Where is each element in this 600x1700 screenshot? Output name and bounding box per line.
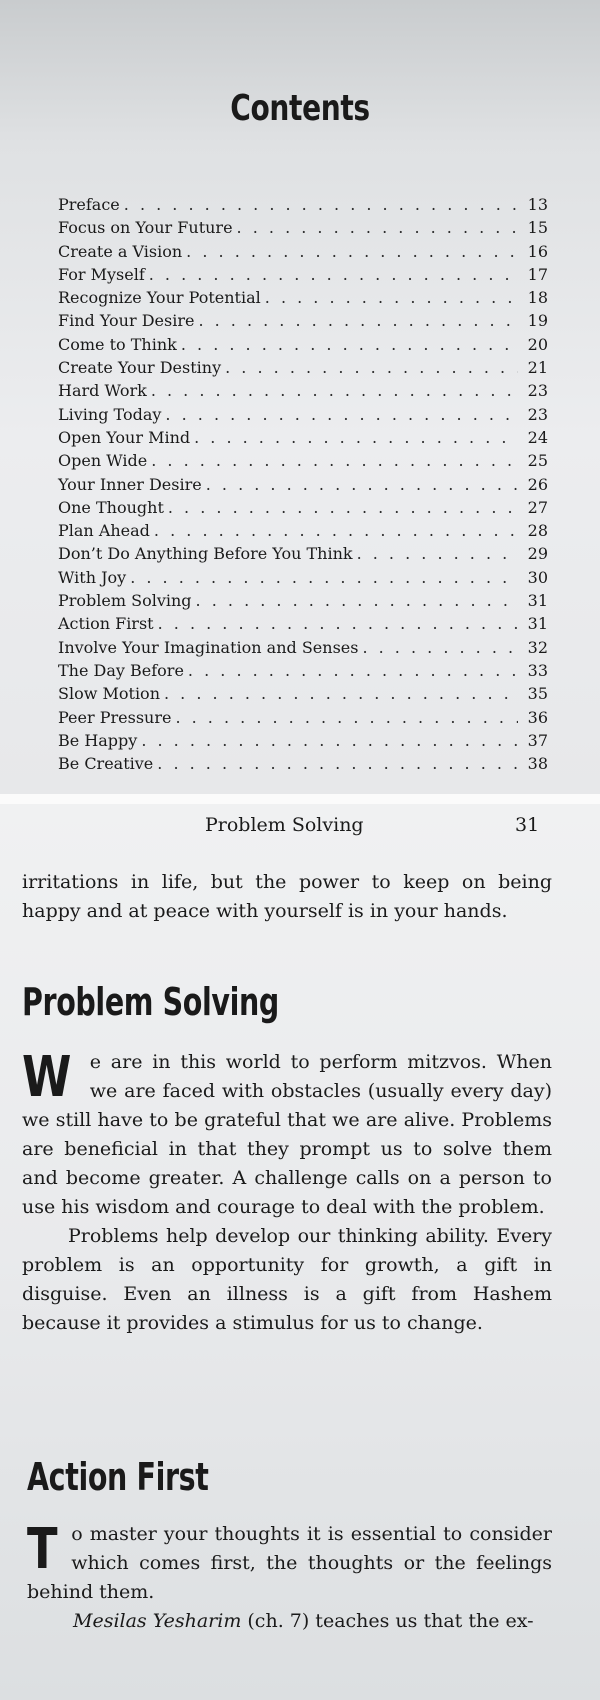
toc-entry: [58, 218, 548, 241]
toc-leader-dots: [198, 311, 518, 331]
toc-entry-title: Peer Pressure: [58, 707, 172, 727]
page-divider: [0, 794, 600, 804]
toc-entry: [58, 242, 548, 265]
toc-entry: [58, 358, 548, 381]
toc-entry: [58, 568, 548, 591]
toc-entry-title: Find Your Desire: [58, 311, 195, 331]
toc-leader-dots: [188, 661, 518, 681]
toc-leader-dots: [194, 428, 518, 448]
toc-entry-title: The Day Before: [58, 660, 184, 680]
toc-entry-page: 31: [527, 614, 548, 634]
paragraph: Problems help develop our thinking ability. Every problem is an opportunity for growth, a gift in disguise. Even an illness is a gift from Hashem because it provides a stimulus for us to change.: [22, 1225, 552, 1334]
table-of-contents: [58, 195, 548, 777]
toc-entry-title: Plan Ahead: [58, 521, 150, 541]
toc-entry-page: 33: [527, 660, 548, 680]
section-action-first: [27, 1517, 552, 1636]
toc-entry-page: 26: [527, 474, 548, 494]
toc-entry-page: 23: [527, 381, 548, 401]
toc-entry: [58, 708, 548, 731]
section-problem-solving: [22, 1045, 552, 1338]
toc-entry-page: 29: [527, 544, 548, 564]
contents-page: [0, 0, 600, 794]
toc-entry-title: Create Your Destiny: [58, 358, 222, 378]
toc-leader-dots: [265, 288, 518, 308]
paragraph: [27, 1607, 552, 1636]
running-title: Problem Solving: [205, 814, 364, 836]
toc-entry-title: Your Inner Desire: [58, 474, 202, 494]
toc-leader-dots: [168, 498, 518, 518]
paragraph-text: e are in this world to perform mitzvos. When we are faced with obstacles (usually every day) we still have to be grateful that we are alive. Problems are beneficial in that they prompt us to solve them and become greater. A challenge calls on a person to use his wisdom and courage to deal with the problem.: [22, 1051, 552, 1218]
toc-leader-dots: [165, 405, 518, 425]
toc-entry-page: 28: [527, 521, 548, 541]
toc-entry-title: Focus on Your Future: [58, 218, 233, 238]
toc-entry-title: Open Wide: [58, 451, 148, 471]
toc-entry: [58, 381, 548, 404]
toc-entry: [58, 265, 548, 288]
toc-entry-page: 18: [527, 288, 548, 308]
toc-entry: [58, 405, 548, 428]
toc-entry-title: Don’t Do Anything Before You Think: [58, 544, 353, 564]
toc-entry-page: 20: [527, 334, 548, 354]
toc-entry-page: 37: [527, 730, 548, 750]
toc-entry-title: Preface: [58, 195, 120, 214]
page-number: 31: [515, 814, 540, 836]
toc-entry-title: Come to Think: [58, 334, 177, 354]
toc-leader-dots: [154, 521, 518, 541]
toc-leader-dots: [175, 708, 518, 728]
toc-entry-page: 13: [527, 195, 548, 214]
toc-entry: [58, 475, 548, 498]
toc-entry: [58, 661, 548, 684]
toc-entry: [58, 614, 548, 637]
toc-entry: [58, 451, 548, 474]
toc-leader-dots: [149, 265, 518, 285]
toc-entry: [58, 684, 548, 707]
toc-entry-page: 27: [527, 497, 548, 517]
drop-cap: T: [27, 1517, 58, 1582]
toc-entry: [58, 754, 548, 777]
toc-leader-dots: [357, 544, 518, 564]
toc-entry: [58, 428, 548, 451]
book-title: Mesilas Yesharim: [73, 1610, 242, 1632]
toc-entry: [58, 335, 548, 358]
toc-entry-page: 35: [527, 684, 548, 704]
toc-leader-dots: [158, 614, 518, 634]
toc-leader-dots: [157, 754, 518, 774]
toc-entry-title: Open Your Mind: [58, 427, 191, 447]
toc-entry-title: One Thought: [58, 497, 164, 517]
toc-entry-title: Problem Solving: [58, 591, 192, 611]
running-header: [0, 806, 600, 846]
toc-leader-dots: [164, 684, 518, 704]
intro-paragraph: irritations in life, but the power to keep on being happy and at peace with yourself is in your hands.: [22, 871, 552, 922]
toc-leader-dots: [151, 451, 518, 471]
toc-leader-dots: [151, 381, 518, 401]
toc-entry-page: 24: [527, 427, 548, 447]
toc-entry-page: 15: [527, 218, 548, 238]
section-heading-action-first: Action First: [27, 1455, 209, 1499]
toc-entry-page: 25: [527, 451, 548, 471]
toc-leader-dots: [225, 358, 518, 378]
toc-entry: [58, 498, 548, 521]
toc-entry: [58, 591, 548, 614]
toc-leader-dots: [141, 731, 518, 751]
toc-leader-dots: [362, 638, 518, 658]
toc-entry: [58, 731, 548, 754]
toc-entry-page: 36: [527, 707, 548, 727]
toc-entry-title: Recognize Your Potential: [58, 288, 261, 308]
toc-entry-title: Involve Your Imagination and Senses: [58, 637, 359, 657]
toc-entry-page: 31: [527, 591, 548, 611]
paragraph-text: (ch. 7) teaches us that the ex-: [241, 1610, 534, 1632]
toc-entry: [58, 288, 548, 311]
toc-leader-dots: [196, 591, 518, 611]
toc-entry-page: 23: [527, 404, 548, 424]
toc-entry-title: For Myself: [58, 264, 145, 284]
toc-entry: [58, 638, 548, 661]
toc-entry-page: 17: [527, 264, 548, 284]
paragraph: [27, 1517, 552, 1607]
toc-leader-dots: [206, 475, 518, 495]
section-heading-problem-solving: Problem Solving: [22, 980, 279, 1024]
toc-entry-title: Action First: [58, 614, 154, 634]
toc-entry: [58, 521, 548, 544]
toc-entry-title: With Joy: [58, 567, 127, 587]
contents-title: Contents: [230, 88, 370, 129]
toc-entry-page: 16: [527, 241, 548, 261]
toc-leader-dots: [237, 218, 518, 238]
toc-entry-title: Be Creative: [58, 754, 154, 774]
toc-entry: [58, 195, 548, 218]
toc-entry: [58, 311, 548, 334]
toc-entry-title: Slow Motion: [58, 684, 160, 704]
drop-cap: W: [22, 1045, 72, 1110]
toc-leader-dots: [124, 195, 518, 215]
toc-entry-page: 21: [527, 358, 548, 378]
toc-entry: [58, 544, 548, 567]
toc-entry-page: 19: [527, 311, 548, 331]
toc-leader-dots: [130, 568, 518, 588]
toc-entry-page: 32: [527, 637, 548, 657]
toc-entry-title: Hard Work: [58, 381, 147, 401]
toc-entry-title: Living Today: [58, 404, 162, 424]
paragraph: [22, 1045, 552, 1222]
toc-entry-page: 38: [527, 754, 548, 774]
toc-entry-title: Create a Vision: [58, 241, 183, 261]
toc-leader-dots: [186, 242, 518, 262]
toc-entry-page: 30: [527, 567, 548, 587]
toc-entry-title: Be Happy: [58, 730, 138, 750]
toc-leader-dots: [181, 335, 518, 355]
paragraph-text: o master your thoughts it is essential to consider which comes first, the thoughts or the feelings behind them.: [27, 1523, 552, 1603]
